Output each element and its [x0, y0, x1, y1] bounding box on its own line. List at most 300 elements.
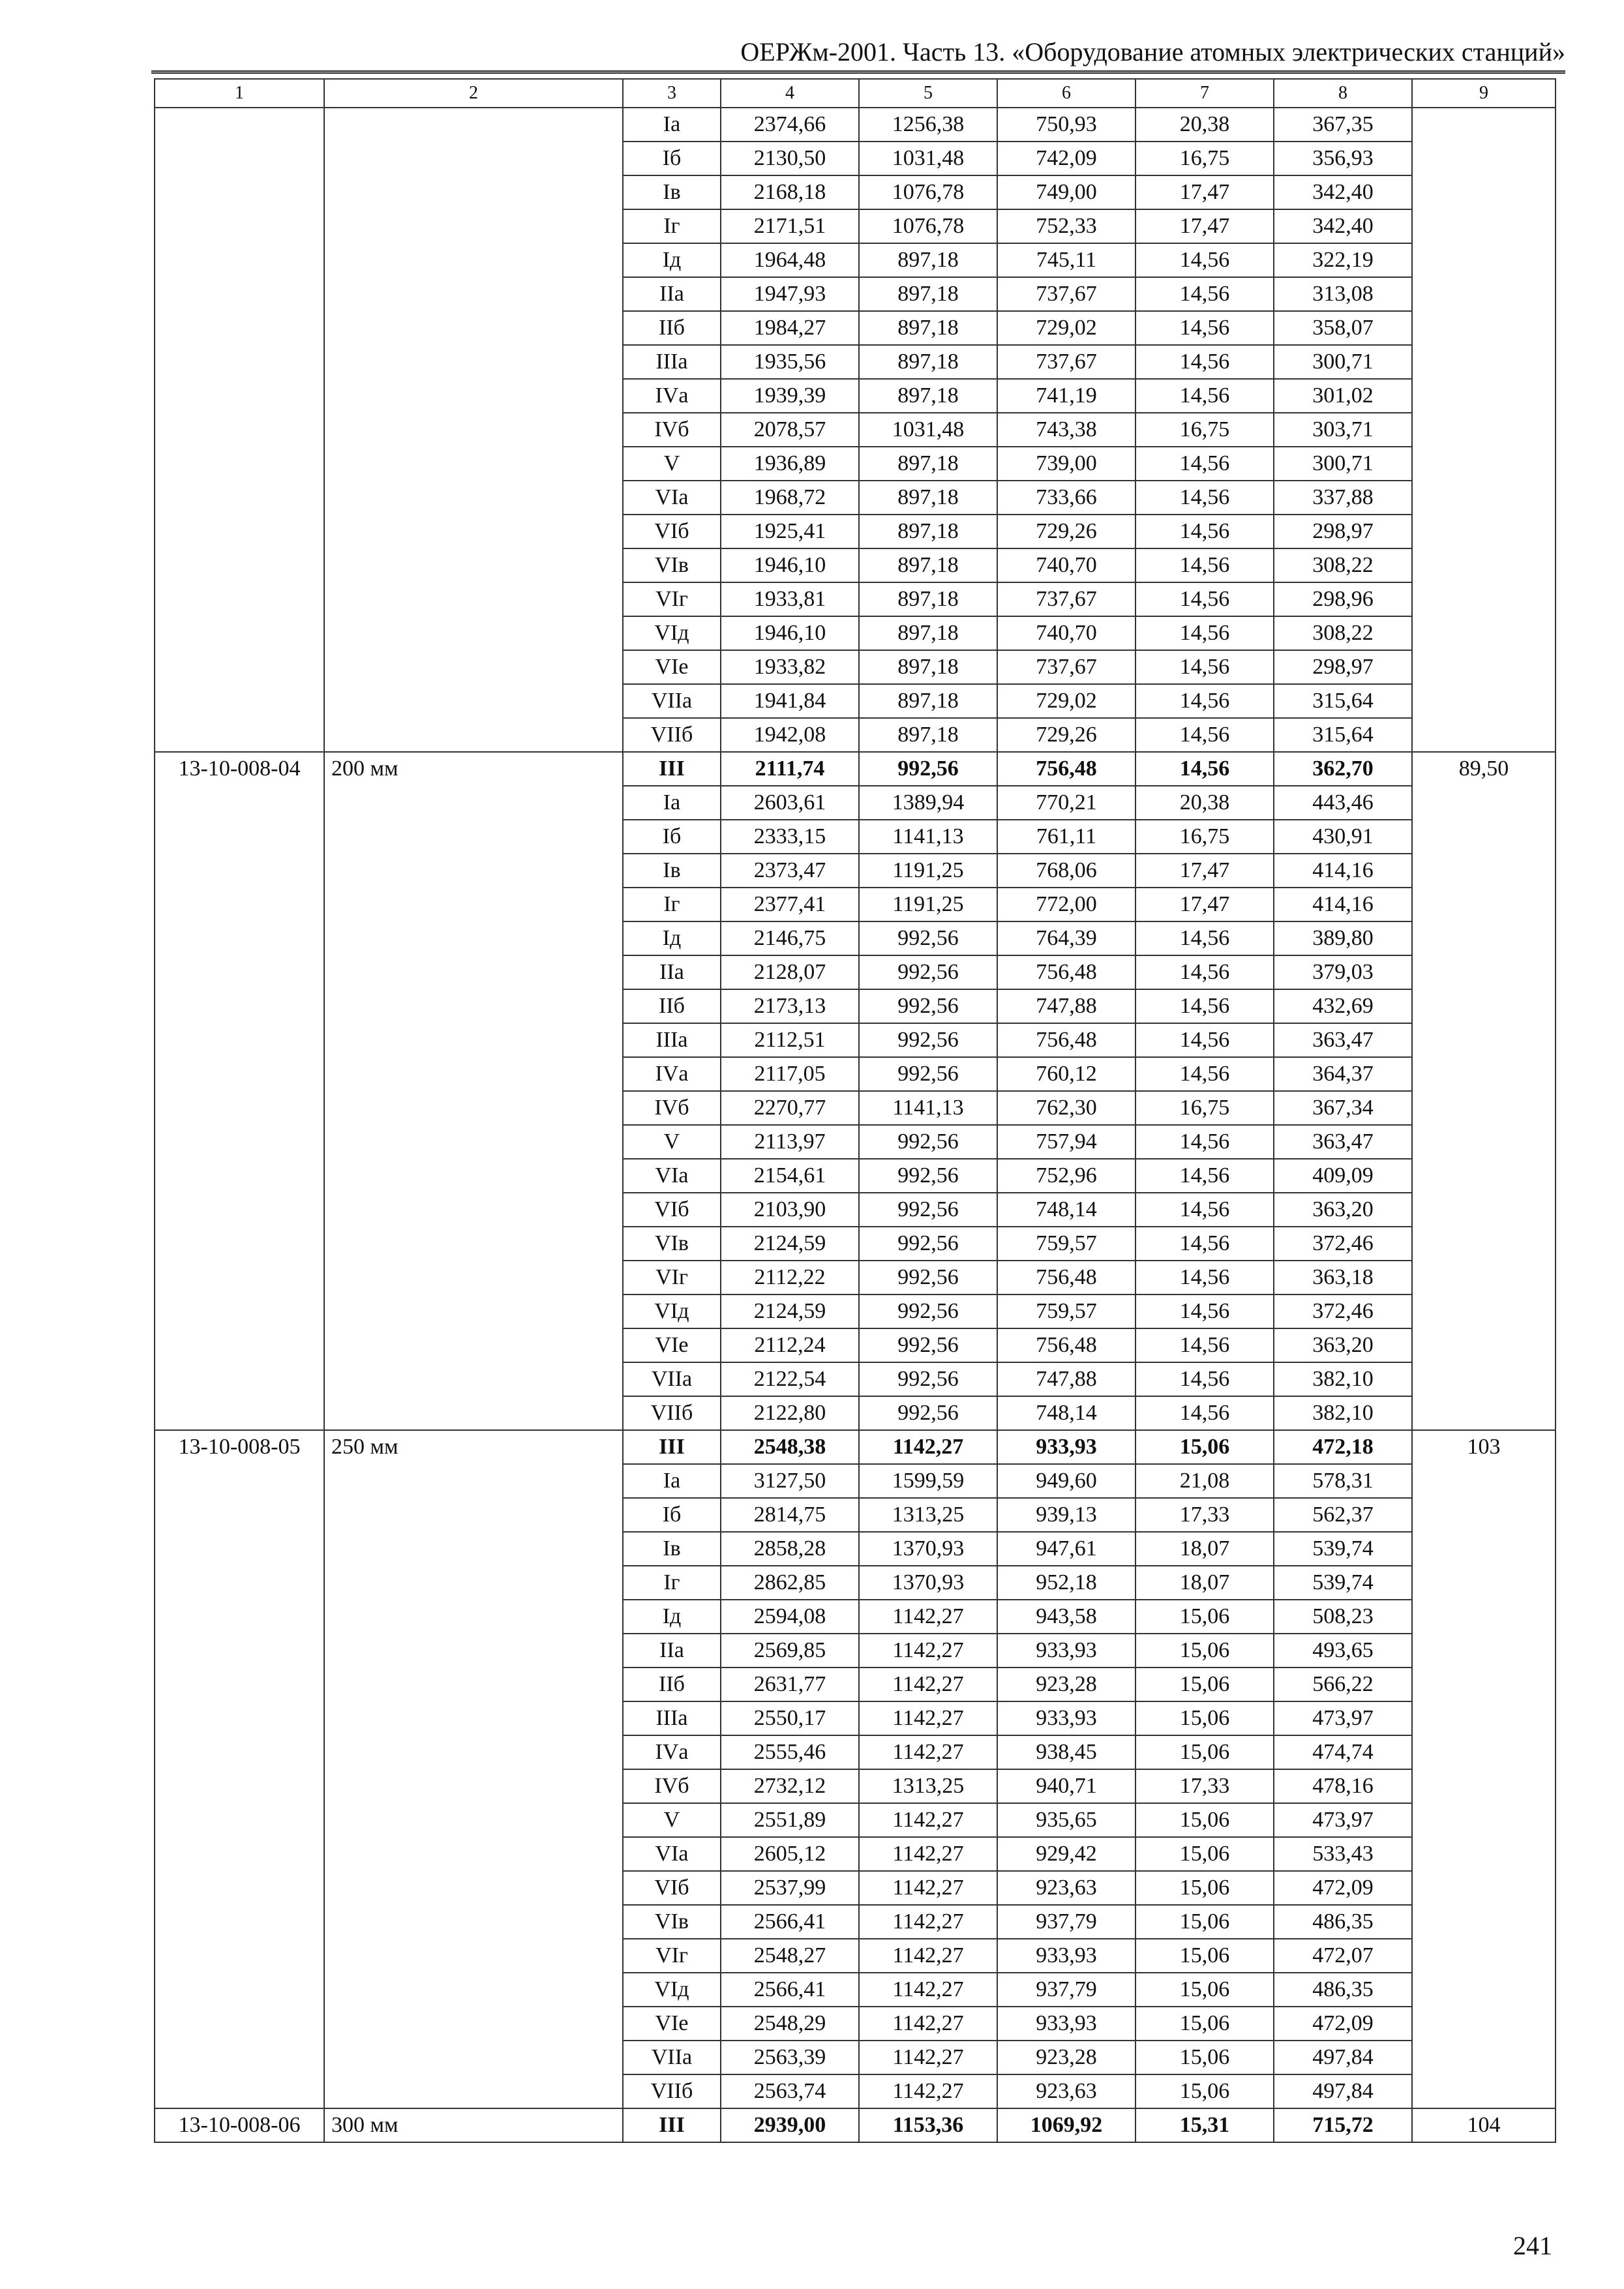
- value-cell: 1142,27: [859, 1701, 997, 1735]
- column-header: 6: [997, 79, 1135, 108]
- document-title: ОЕРЖм-2001. Часть 13. «Оборудование атомных электрических станций»: [740, 37, 1565, 67]
- value-cell: 362,70: [1274, 752, 1412, 786]
- value-cell: 1142,27: [859, 1634, 997, 1668]
- value-cell: 715,72: [1274, 2108, 1412, 2142]
- column-header: 7: [1135, 79, 1274, 108]
- value-cell: 298,97: [1274, 515, 1412, 548]
- value-cell: 14,56: [1135, 752, 1274, 786]
- value-cell: 372,46: [1274, 1294, 1412, 1328]
- item-code: 13-10-008-06: [155, 2108, 324, 2142]
- value-cell: 15,06: [1135, 1600, 1274, 1634]
- zone-cell: VIв: [623, 1905, 721, 1939]
- value-cell: 308,22: [1274, 616, 1412, 650]
- value-cell: 2113,97: [721, 1125, 859, 1159]
- value-cell: 2130,50: [721, 142, 859, 175]
- value-cell: 14,56: [1135, 1227, 1274, 1261]
- value-cell: 14,56: [1135, 345, 1274, 379]
- value-cell: 1142,27: [859, 1735, 997, 1769]
- value-cell: 897,18: [859, 379, 997, 413]
- value-cell: 745,11: [997, 243, 1135, 277]
- value-cell: 1370,93: [859, 1532, 997, 1566]
- value-cell: 17,47: [1135, 175, 1274, 209]
- value-cell: 929,42: [997, 1837, 1135, 1871]
- value-cell: 2814,75: [721, 1498, 859, 1532]
- value-cell: 1142,27: [859, 1939, 997, 1973]
- zone-cell: III: [623, 752, 721, 786]
- value-cell: 539,74: [1274, 1532, 1412, 1566]
- value-cell: 759,57: [997, 1294, 1135, 1328]
- value-cell: 578,31: [1274, 1464, 1412, 1498]
- value-cell: 2124,59: [721, 1294, 859, 1328]
- value-cell: 15,06: [1135, 2007, 1274, 2041]
- value-cell: 1142,27: [859, 1905, 997, 1939]
- value-cell: 17,47: [1135, 854, 1274, 888]
- table-row: [155, 1430, 1556, 1464]
- value-cell: 2171,51: [721, 209, 859, 243]
- item-code: 13-10-008-05: [155, 1430, 324, 2108]
- value-cell: 1031,48: [859, 142, 997, 175]
- value-cell: 756,48: [997, 955, 1135, 989]
- value-cell: 493,65: [1274, 1634, 1412, 1668]
- value-cell: 300,71: [1274, 345, 1412, 379]
- value-cell: 939,13: [997, 1498, 1135, 1532]
- value-cell: 379,03: [1274, 955, 1412, 989]
- value-cell: 20,38: [1135, 108, 1274, 142]
- value-cell: 473,97: [1274, 1803, 1412, 1837]
- value-cell: 1964,48: [721, 243, 859, 277]
- zone-cell: Iв: [623, 1532, 721, 1566]
- value-cell: 747,88: [997, 989, 1135, 1023]
- value-cell: 897,18: [859, 582, 997, 616]
- value-cell: 2563,74: [721, 2074, 859, 2108]
- value-cell: 2270,77: [721, 1091, 859, 1125]
- zone-cell: V: [623, 1125, 721, 1159]
- value-cell: 14,56: [1135, 311, 1274, 345]
- value-cell: 2548,27: [721, 1939, 859, 1973]
- value-cell: 2605,12: [721, 1837, 859, 1871]
- value-cell: 497,84: [1274, 2041, 1412, 2074]
- zone-cell: IIб: [623, 1668, 721, 1701]
- value-cell: 897,18: [859, 481, 997, 515]
- value-cell: 15,06: [1135, 1668, 1274, 1701]
- zone-cell: VIа: [623, 1837, 721, 1871]
- value-cell: 2168,18: [721, 175, 859, 209]
- value-cell: 372,46: [1274, 1227, 1412, 1261]
- zone-cell: VIIа: [623, 1362, 721, 1396]
- value-cell: 756,48: [997, 1261, 1135, 1294]
- zone-cell: VIб: [623, 1193, 721, 1227]
- value-cell: 2631,77: [721, 1668, 859, 1701]
- value-cell: 992,56: [859, 1294, 997, 1328]
- zone-cell: VIд: [623, 616, 721, 650]
- zone-cell: VIд: [623, 1973, 721, 2007]
- value-cell: 1142,27: [859, 1871, 997, 1905]
- column-header: 2: [324, 79, 623, 108]
- value-cell: 2548,29: [721, 2007, 859, 2041]
- value-cell: 2732,12: [721, 1769, 859, 1803]
- value-cell: 2112,51: [721, 1023, 859, 1057]
- value-cell: 15,06: [1135, 1905, 1274, 1939]
- value-cell: 1076,78: [859, 209, 997, 243]
- value-cell: 14,56: [1135, 582, 1274, 616]
- value-cell: 14,56: [1135, 243, 1274, 277]
- value-cell: 2128,07: [721, 955, 859, 989]
- col9-value: [1412, 108, 1556, 752]
- value-cell: 2122,80: [721, 1396, 859, 1430]
- value-cell: 2555,46: [721, 1735, 859, 1769]
- value-cell: 1191,25: [859, 888, 997, 921]
- value-cell: 14,56: [1135, 650, 1274, 684]
- value-cell: 1142,27: [859, 1600, 997, 1634]
- value-cell: 15,31: [1135, 2108, 1274, 2142]
- value-cell: 363,20: [1274, 1193, 1412, 1227]
- zone-cell: IIIа: [623, 345, 721, 379]
- value-cell: 308,22: [1274, 548, 1412, 582]
- value-cell: 14,56: [1135, 1193, 1274, 1227]
- zone-cell: VIб: [623, 515, 721, 548]
- value-cell: 2122,54: [721, 1362, 859, 1396]
- value-cell: 15,06: [1135, 1634, 1274, 1668]
- value-cell: 1069,92: [997, 2108, 1135, 2142]
- price-table: [154, 78, 1556, 2143]
- zone-cell: VIIа: [623, 684, 721, 718]
- value-cell: 1191,25: [859, 854, 997, 888]
- zone-cell: IVа: [623, 1735, 721, 1769]
- value-cell: 952,18: [997, 1566, 1135, 1600]
- value-cell: 923,63: [997, 2074, 1135, 2108]
- value-cell: 2594,08: [721, 1600, 859, 1634]
- value-cell: 737,67: [997, 345, 1135, 379]
- zone-cell: III: [623, 1430, 721, 1464]
- value-cell: 1599,59: [859, 1464, 997, 1498]
- value-cell: 16,75: [1135, 142, 1274, 175]
- value-cell: 2566,41: [721, 1973, 859, 2007]
- value-cell: 2537,99: [721, 1871, 859, 1905]
- value-cell: 923,63: [997, 1871, 1135, 1905]
- value-cell: 1935,56: [721, 345, 859, 379]
- value-cell: 1313,25: [859, 1769, 997, 1803]
- value-cell: 737,67: [997, 650, 1135, 684]
- zone-cell: Iв: [623, 175, 721, 209]
- value-cell: 2551,89: [721, 1803, 859, 1837]
- value-cell: 409,09: [1274, 1159, 1412, 1193]
- value-cell: 15,06: [1135, 1973, 1274, 2007]
- value-cell: 16,75: [1135, 820, 1274, 854]
- value-cell: 18,07: [1135, 1532, 1274, 1566]
- value-cell: 14,56: [1135, 616, 1274, 650]
- value-cell: 1142,27: [859, 1837, 997, 1871]
- value-cell: 768,06: [997, 854, 1135, 888]
- value-cell: 1939,39: [721, 379, 859, 413]
- value-cell: 14,56: [1135, 1159, 1274, 1193]
- value-cell: 1942,08: [721, 718, 859, 752]
- value-cell: 1142,27: [859, 1973, 997, 2007]
- value-cell: 15,06: [1135, 2041, 1274, 2074]
- value-cell: 1941,84: [721, 684, 859, 718]
- value-cell: 486,35: [1274, 1973, 1412, 2007]
- value-cell: 367,34: [1274, 1091, 1412, 1125]
- value-cell: 363,18: [1274, 1261, 1412, 1294]
- value-cell: 1936,89: [721, 447, 859, 481]
- value-cell: 17,47: [1135, 209, 1274, 243]
- value-cell: 764,39: [997, 921, 1135, 955]
- value-cell: 762,30: [997, 1091, 1135, 1125]
- zone-cell: Iб: [623, 142, 721, 175]
- value-cell: 992,56: [859, 752, 997, 786]
- value-cell: 14,56: [1135, 684, 1274, 718]
- column-header: 5: [859, 79, 997, 108]
- value-cell: 2862,85: [721, 1566, 859, 1600]
- value-cell: 897,18: [859, 684, 997, 718]
- value-cell: 363,47: [1274, 1125, 1412, 1159]
- value-cell: 313,08: [1274, 277, 1412, 311]
- value-cell: 938,45: [997, 1735, 1135, 1769]
- value-cell: 14,56: [1135, 277, 1274, 311]
- value-cell: 486,35: [1274, 1905, 1412, 1939]
- item-size: [324, 108, 623, 752]
- zone-cell: IIб: [623, 989, 721, 1023]
- value-cell: 2117,05: [721, 1057, 859, 1091]
- zone-cell: V: [623, 447, 721, 481]
- value-cell: 20,38: [1135, 786, 1274, 820]
- value-cell: 770,21: [997, 786, 1135, 820]
- value-cell: 430,91: [1274, 820, 1412, 854]
- value-cell: 2377,41: [721, 888, 859, 921]
- value-cell: 1370,93: [859, 1566, 997, 1600]
- value-cell: 1142,27: [859, 2007, 997, 2041]
- value-cell: 14,56: [1135, 1328, 1274, 1362]
- value-cell: 1256,38: [859, 108, 997, 142]
- value-cell: 740,70: [997, 548, 1135, 582]
- value-cell: 389,80: [1274, 921, 1412, 955]
- value-cell: 1031,48: [859, 413, 997, 447]
- value-cell: 14,56: [1135, 1261, 1274, 1294]
- value-cell: 315,64: [1274, 684, 1412, 718]
- value-cell: 739,00: [997, 447, 1135, 481]
- value-cell: 897,18: [859, 447, 997, 481]
- value-cell: 473,97: [1274, 1701, 1412, 1735]
- value-cell: 992,56: [859, 1159, 997, 1193]
- value-cell: 2078,57: [721, 413, 859, 447]
- value-cell: 3127,50: [721, 1464, 859, 1498]
- value-cell: 992,56: [859, 955, 997, 989]
- value-cell: 21,08: [1135, 1464, 1274, 1498]
- value-cell: 992,56: [859, 1362, 997, 1396]
- value-cell: 992,56: [859, 989, 997, 1023]
- zone-cell: IIа: [623, 955, 721, 989]
- value-cell: 937,79: [997, 1973, 1135, 2007]
- value-cell: 14,56: [1135, 548, 1274, 582]
- value-cell: 741,19: [997, 379, 1135, 413]
- value-cell: 1153,36: [859, 2108, 997, 2142]
- value-cell: 933,93: [997, 2007, 1135, 2041]
- value-cell: 933,93: [997, 1430, 1135, 1464]
- value-cell: 729,26: [997, 515, 1135, 548]
- value-cell: 15,06: [1135, 1701, 1274, 1735]
- value-cell: 2333,15: [721, 820, 859, 854]
- value-cell: 2154,61: [721, 1159, 859, 1193]
- value-cell: 14,56: [1135, 447, 1274, 481]
- zone-cell: IVб: [623, 1769, 721, 1803]
- value-cell: 752,96: [997, 1159, 1135, 1193]
- page-number: 241: [1513, 2231, 1552, 2260]
- value-cell: 729,02: [997, 311, 1135, 345]
- value-cell: 733,66: [997, 481, 1135, 515]
- page-header: [151, 37, 1565, 74]
- value-cell: 742,09: [997, 142, 1135, 175]
- value-cell: 2124,59: [721, 1227, 859, 1261]
- zone-cell: VIIб: [623, 1396, 721, 1430]
- value-cell: 1968,72: [721, 481, 859, 515]
- value-cell: 1313,25: [859, 1498, 997, 1532]
- value-cell: 14,56: [1135, 1057, 1274, 1091]
- value-cell: 897,18: [859, 650, 997, 684]
- value-cell: 933,93: [997, 1701, 1135, 1735]
- value-cell: 1925,41: [721, 515, 859, 548]
- value-cell: 17,33: [1135, 1769, 1274, 1803]
- value-cell: 337,88: [1274, 481, 1412, 515]
- value-cell: 1141,13: [859, 820, 997, 854]
- value-cell: 737,67: [997, 582, 1135, 616]
- value-cell: 298,97: [1274, 650, 1412, 684]
- value-cell: 562,37: [1274, 1498, 1412, 1532]
- zone-cell: V: [623, 1803, 721, 1837]
- value-cell: 2858,28: [721, 1532, 859, 1566]
- value-cell: 897,18: [859, 311, 997, 345]
- value-cell: 949,60: [997, 1464, 1135, 1498]
- value-cell: 363,20: [1274, 1328, 1412, 1362]
- value-cell: 363,47: [1274, 1023, 1412, 1057]
- value-cell: 14,56: [1135, 481, 1274, 515]
- table-body: [155, 79, 1556, 2142]
- item-size: 200 мм: [324, 752, 623, 1430]
- value-cell: 2103,90: [721, 1193, 859, 1227]
- value-cell: 748,14: [997, 1396, 1135, 1430]
- value-cell: 740,70: [997, 616, 1135, 650]
- value-cell: 760,12: [997, 1057, 1135, 1091]
- zone-cell: III: [623, 2108, 721, 2142]
- value-cell: 756,48: [997, 1023, 1135, 1057]
- value-cell: 14,56: [1135, 379, 1274, 413]
- value-cell: 15,06: [1135, 1430, 1274, 1464]
- value-cell: 897,18: [859, 616, 997, 650]
- value-cell: 992,56: [859, 1023, 997, 1057]
- zone-cell: Iв: [623, 854, 721, 888]
- value-cell: 358,07: [1274, 311, 1412, 345]
- value-cell: 748,14: [997, 1193, 1135, 1227]
- value-cell: 940,71: [997, 1769, 1135, 1803]
- col9-value: 89,50: [1412, 752, 1556, 1430]
- column-header: 1: [155, 79, 324, 108]
- value-cell: 15,06: [1135, 1871, 1274, 1905]
- value-cell: 2566,41: [721, 1905, 859, 1939]
- value-cell: 729,26: [997, 718, 1135, 752]
- value-cell: 1141,13: [859, 1091, 997, 1125]
- value-cell: 897,18: [859, 548, 997, 582]
- zone-cell: VIIб: [623, 718, 721, 752]
- value-cell: 14,56: [1135, 1362, 1274, 1396]
- zone-cell: IIа: [623, 1634, 721, 1668]
- value-cell: 14,56: [1135, 921, 1274, 955]
- zone-cell: VIд: [623, 1294, 721, 1328]
- column-header-row: [155, 79, 1556, 108]
- zone-cell: Iг: [623, 888, 721, 921]
- value-cell: 992,56: [859, 1057, 997, 1091]
- value-cell: 443,46: [1274, 786, 1412, 820]
- zone-cell: IVб: [623, 1091, 721, 1125]
- value-cell: 772,00: [997, 888, 1135, 921]
- value-cell: 933,93: [997, 1939, 1135, 1973]
- zone-cell: Iа: [623, 1464, 721, 1498]
- zone-cell: Iг: [623, 209, 721, 243]
- value-cell: 15,06: [1135, 1735, 1274, 1769]
- value-cell: 992,56: [859, 1193, 997, 1227]
- value-cell: 1142,27: [859, 2041, 997, 2074]
- item-code: [155, 108, 324, 752]
- zone-cell: IIб: [623, 311, 721, 345]
- value-cell: 17,33: [1135, 1498, 1274, 1532]
- value-cell: 472,09: [1274, 1871, 1412, 1905]
- zone-cell: VIа: [623, 481, 721, 515]
- value-cell: 533,43: [1274, 1837, 1412, 1871]
- value-cell: 472,07: [1274, 1939, 1412, 1973]
- zone-cell: VIIа: [623, 2041, 721, 2074]
- value-cell: 897,18: [859, 345, 997, 379]
- value-cell: 382,10: [1274, 1362, 1412, 1396]
- column-header: 4: [721, 79, 859, 108]
- zone-cell: VIа: [623, 1159, 721, 1193]
- value-cell: 2111,74: [721, 752, 859, 786]
- value-cell: 478,16: [1274, 1769, 1412, 1803]
- value-cell: 414,16: [1274, 854, 1412, 888]
- value-cell: 15,06: [1135, 1837, 1274, 1871]
- value-cell: 1389,94: [859, 786, 997, 820]
- value-cell: 897,18: [859, 243, 997, 277]
- value-cell: 897,18: [859, 277, 997, 311]
- table-row: [155, 108, 1556, 142]
- value-cell: 342,40: [1274, 175, 1412, 209]
- value-cell: 757,94: [997, 1125, 1135, 1159]
- value-cell: 14,56: [1135, 1125, 1274, 1159]
- value-cell: 301,02: [1274, 379, 1412, 413]
- value-cell: 472,09: [1274, 2007, 1412, 2041]
- value-cell: 1933,81: [721, 582, 859, 616]
- col9-value: 103: [1412, 1430, 1556, 2108]
- value-cell: 15,06: [1135, 2074, 1274, 2108]
- value-cell: 756,48: [997, 1328, 1135, 1362]
- value-cell: 737,67: [997, 277, 1135, 311]
- value-cell: 2569,85: [721, 1634, 859, 1668]
- value-cell: 2563,39: [721, 2041, 859, 2074]
- value-cell: 1142,27: [859, 1803, 997, 1837]
- value-cell: 14,56: [1135, 1396, 1274, 1430]
- value-cell: 2603,61: [721, 786, 859, 820]
- value-cell: 743,38: [997, 413, 1135, 447]
- value-cell: 1984,27: [721, 311, 859, 345]
- zone-cell: IVа: [623, 379, 721, 413]
- value-cell: 539,74: [1274, 1566, 1412, 1600]
- zone-cell: Iа: [623, 786, 721, 820]
- value-cell: 303,71: [1274, 413, 1412, 447]
- zone-cell: Iб: [623, 820, 721, 854]
- value-cell: 933,93: [997, 1634, 1135, 1668]
- value-cell: 2550,17: [721, 1701, 859, 1735]
- value-cell: 2548,38: [721, 1430, 859, 1464]
- value-cell: 992,56: [859, 1125, 997, 1159]
- zone-cell: VIг: [623, 1261, 721, 1294]
- value-cell: 2373,47: [721, 854, 859, 888]
- value-cell: 2374,66: [721, 108, 859, 142]
